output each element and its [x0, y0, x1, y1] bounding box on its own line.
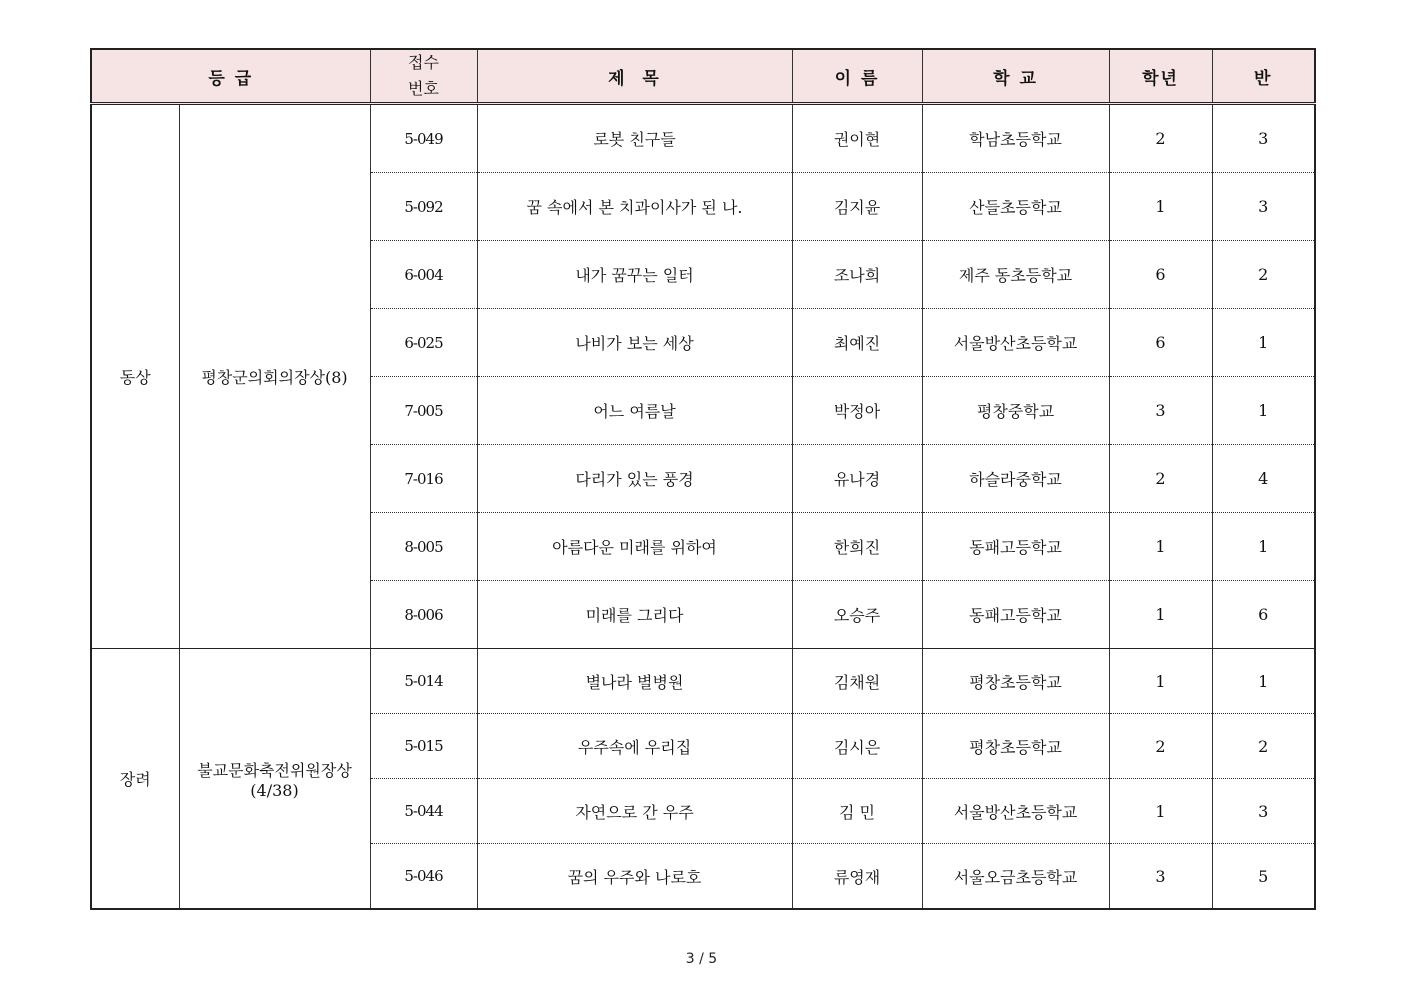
header-grade: 등 급 — [91, 49, 370, 104]
school-name: 제주 동초등학교 — [922, 241, 1109, 309]
year-value: 2 — [1109, 445, 1212, 513]
receipt-number: 5-049 — [370, 104, 477, 173]
school-name: 서울방산초등학교 — [922, 779, 1109, 844]
class-value: 1 — [1212, 309, 1315, 377]
class-value: 1 — [1212, 649, 1315, 714]
student-name: 한희진 — [792, 513, 922, 581]
artwork-title: 다리가 있는 풍경 — [477, 445, 792, 513]
class-value: 1 — [1212, 377, 1315, 445]
school-name: 평창초등학교 — [922, 714, 1109, 779]
student-name: 김지윤 — [792, 173, 922, 241]
artwork-title: 아름다운 미래를 위하여 — [477, 513, 792, 581]
awards-table — [90, 48, 1316, 910]
class-value: 5 — [1212, 844, 1315, 910]
class-value: 3 — [1212, 104, 1315, 173]
student-name: 김채원 — [792, 649, 922, 714]
year-value: 2 — [1109, 104, 1212, 173]
student-name: 최예진 — [792, 309, 922, 377]
school-name: 산들초등학교 — [922, 173, 1109, 241]
year-value: 1 — [1109, 779, 1212, 844]
student-name: 권이현 — [792, 104, 922, 173]
receipt-number: 6-025 — [370, 309, 477, 377]
school-name: 학남초등학교 — [922, 104, 1109, 173]
receipt-number: 7-016 — [370, 445, 477, 513]
receipt-number: 7-005 — [370, 377, 477, 445]
award-cell: 평창군의회의장상(8) — [179, 104, 370, 649]
school-name: 동패고등학교 — [922, 513, 1109, 581]
student-name: 김 민 — [792, 779, 922, 844]
school-name: 평창초등학교 — [922, 649, 1109, 714]
year-value: 1 — [1109, 649, 1212, 714]
year-value: 6 — [1109, 241, 1212, 309]
class-value: 2 — [1212, 714, 1315, 779]
year-value: 1 — [1109, 173, 1212, 241]
page-number: 3 / 5 — [685, 951, 718, 967]
table-row — [91, 104, 1315, 173]
school-name: 하슬라중학교 — [922, 445, 1109, 513]
receipt-number: 5-092 — [370, 173, 477, 241]
student-name: 김시은 — [792, 714, 922, 779]
year-value: 2 — [1109, 714, 1212, 779]
header-row — [91, 49, 1315, 104]
school-name: 평창중학교 — [922, 377, 1109, 445]
artwork-title: 별나라 별병원 — [477, 649, 792, 714]
student-name: 오승주 — [792, 581, 922, 649]
receipt-number: 5-015 — [370, 714, 477, 779]
school-name: 서울오금초등학교 — [922, 844, 1109, 910]
award-cell: 불교문화축전위원장상 (4/38) — [179, 649, 370, 910]
header-name: 이 름 — [792, 49, 922, 104]
header-school: 학 교 — [922, 49, 1109, 104]
artwork-title: 로봇 친구들 — [477, 104, 792, 173]
table-row — [91, 649, 1315, 714]
student-name: 조나희 — [792, 241, 922, 309]
class-value: 3 — [1212, 173, 1315, 241]
year-value: 3 — [1109, 377, 1212, 445]
grade-cell: 동상 — [91, 104, 179, 649]
year-value: 1 — [1109, 513, 1212, 581]
class-value: 1 — [1212, 513, 1315, 581]
year-value: 6 — [1109, 309, 1212, 377]
student-name: 유나경 — [792, 445, 922, 513]
artwork-title: 우주속에 우리집 — [477, 714, 792, 779]
header-class: 반 — [1212, 49, 1315, 104]
class-value: 4 — [1212, 445, 1315, 513]
school-name: 서울방산초등학교 — [922, 309, 1109, 377]
artwork-title: 나비가 보는 세상 — [477, 309, 792, 377]
artwork-title: 미래를 그리다 — [477, 581, 792, 649]
class-value: 3 — [1212, 779, 1315, 844]
artwork-title: 꿈의 우주와 나로호 — [477, 844, 792, 910]
class-value: 6 — [1212, 581, 1315, 649]
school-name: 동패고등학교 — [922, 581, 1109, 649]
grade-cell: 장려 — [91, 649, 179, 910]
artwork-title: 꿈 속에서 본 치과이사가 된 나. — [477, 173, 792, 241]
receipt-number: 6-004 — [370, 241, 477, 309]
receipt-number: 5-014 — [370, 649, 477, 714]
receipt-number: 8-005 — [370, 513, 477, 581]
artwork-title: 내가 꿈꾸는 일터 — [477, 241, 792, 309]
receipt-number: 8-006 — [370, 581, 477, 649]
header-year: 학년 — [1109, 49, 1212, 104]
student-name: 류영재 — [792, 844, 922, 910]
receipt-number: 5-046 — [370, 844, 477, 910]
class-value: 2 — [1212, 241, 1315, 309]
artwork-title: 어느 여름날 — [477, 377, 792, 445]
student-name: 박정아 — [792, 377, 922, 445]
artwork-title: 자연으로 간 우주 — [477, 779, 792, 844]
receipt-number: 5-044 — [370, 779, 477, 844]
year-value: 1 — [1109, 581, 1212, 649]
header-receipt-number: 접수 번호 — [370, 49, 477, 104]
year-value: 3 — [1109, 844, 1212, 910]
header-title: 제 목 — [477, 49, 792, 104]
